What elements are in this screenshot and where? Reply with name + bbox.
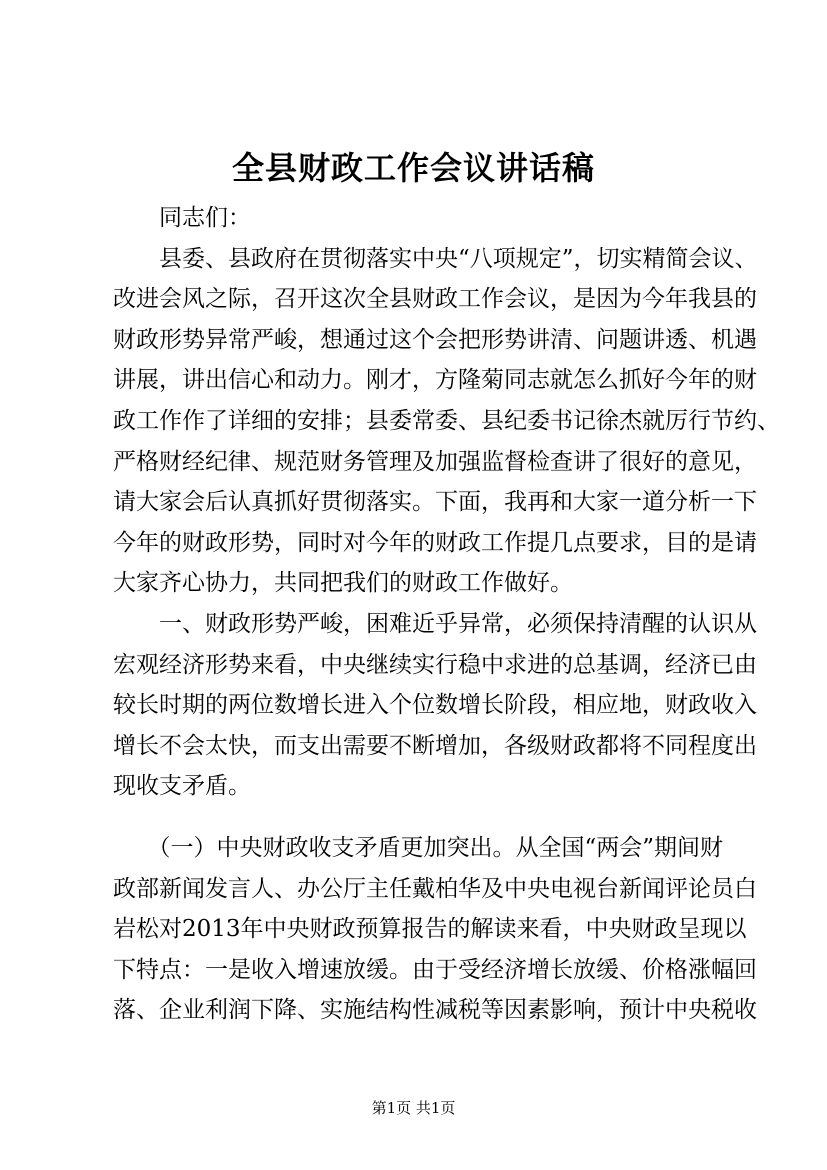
paragraph-gap bbox=[113, 807, 733, 828]
body-line: 县委、县政府在贯彻落实中央“八项规定”，切实精简会议、 bbox=[113, 245, 758, 272]
body-line: 增长不会太快，而支出需要不断增加，各级财政都将不同程度出 bbox=[113, 732, 757, 759]
body-line: 政工作作了详细的安排；县委常委、县纪委书记徐杰就厉行节约、 bbox=[113, 407, 780, 434]
body-line: 宏观经济形势来看，中央继续实行稳中求进的总基调，经济已由 bbox=[113, 651, 757, 678]
body-line: 较长时期的两位数增长进入个位数增长阶段，相应地，财政收入 bbox=[113, 692, 757, 719]
body-line: 财政形势异常严峻，想通过这个会把形势讲清、问题讲透、机遇 bbox=[113, 326, 757, 353]
document-body bbox=[113, 198, 780, 1031]
body-line: 今年的财政形势，同时对今年的财政工作提几点要求，目的是请 bbox=[113, 529, 757, 556]
body-line: 一、财政形势严峻，困难近乎异常，必须保持清醒的认识从 bbox=[113, 610, 757, 637]
body-line: （一）中央财政收支矛盾更加突出。从全国“两会”期间财 bbox=[113, 834, 724, 861]
body-line: 政部新闻发言人、办公厅主任戴柏华及中央电视台新闻评论员白 bbox=[113, 875, 757, 902]
page-footer: 第1页 共1页 bbox=[371, 1099, 456, 1117]
body-line: 同志们： bbox=[113, 205, 251, 231]
body-line: 严格财经纪律、规范财务管理及加强监督检查讲了很好的意见， bbox=[113, 448, 757, 475]
body-line: 讲展，讲出信心和动力。刚才，方隆菊同志就怎么抓好今年的财 bbox=[113, 367, 757, 394]
body-line: 大家齐心协力，共同把我们的财政工作做好。 bbox=[113, 570, 573, 597]
body-line: 下特点：一是收入增速放缓。由于受经济增长放缓、价格涨幅回 bbox=[113, 956, 757, 983]
body-line: 现收支矛盾。 bbox=[113, 773, 251, 800]
body-line: 岩松对2013年中央财政预算报告的解读来看，中央财政呈现以 bbox=[113, 916, 747, 943]
body-line: 请大家会后认真抓好贯彻落实。下面，我再和大家一道分析一下 bbox=[113, 489, 757, 516]
body-line: 落、企业利润下降、实施结构性减税等因素影响，预计中央税收 bbox=[113, 997, 757, 1024]
document-title: 全县财政工作会议讲话稿 bbox=[231, 149, 595, 187]
body-line: 改进会风之际，召开这次全县财政工作会议，是因为今年我县的 bbox=[113, 286, 757, 313]
